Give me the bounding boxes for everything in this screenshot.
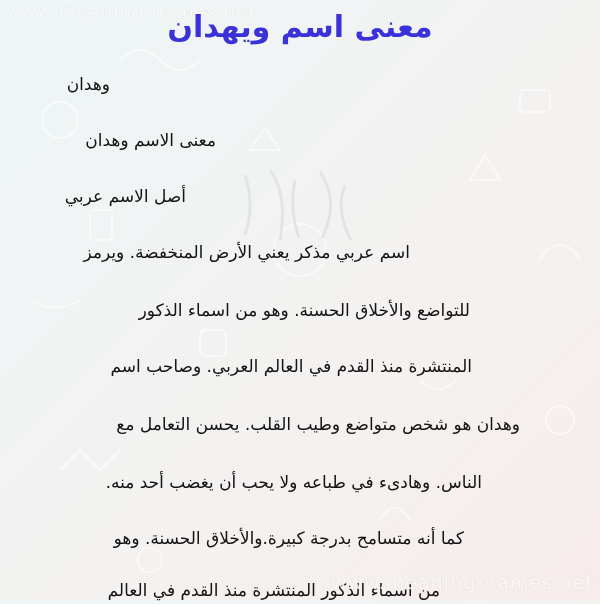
page-title: معنى اسم ويهدان <box>167 10 433 45</box>
description-line-5: الناس. وهادىء في طباعه ولا يحب أن يغضب أحد منه. <box>105 473 482 493</box>
description-line-4: وهدان هو شخص متواضع وطيب القلب. يحسن التعامل مع <box>116 415 520 435</box>
origin-line: أصل الاسم عربي <box>64 187 186 207</box>
description-line-6: كما أنه متسامح بدرجة كبيرة.والأخلاق الحسنة. وهو <box>113 529 464 549</box>
description-line-1: اسم عربي مذكر يعني الأرض المنخفضة. ويرمز <box>83 243 410 263</box>
name-line: وهدان <box>66 75 110 95</box>
watermark-top: www.meaning-names.net <box>6 2 257 23</box>
description-line-3: المنتشرة منذ القدم في العالم العربي. وصاحب اسم <box>110 357 472 377</box>
description-line-2: للتواضع والأخلاق الحسنة. وهو من اسماء الذكور <box>138 301 470 321</box>
meaning-heading-line: معنى الاسم وهدان <box>85 131 216 151</box>
description-line-7: من اسماء الذكور المنتشرة منذ القدم في العالم <box>107 581 440 601</box>
watermark-bottom: www.meaning-names.net <box>330 572 594 594</box>
